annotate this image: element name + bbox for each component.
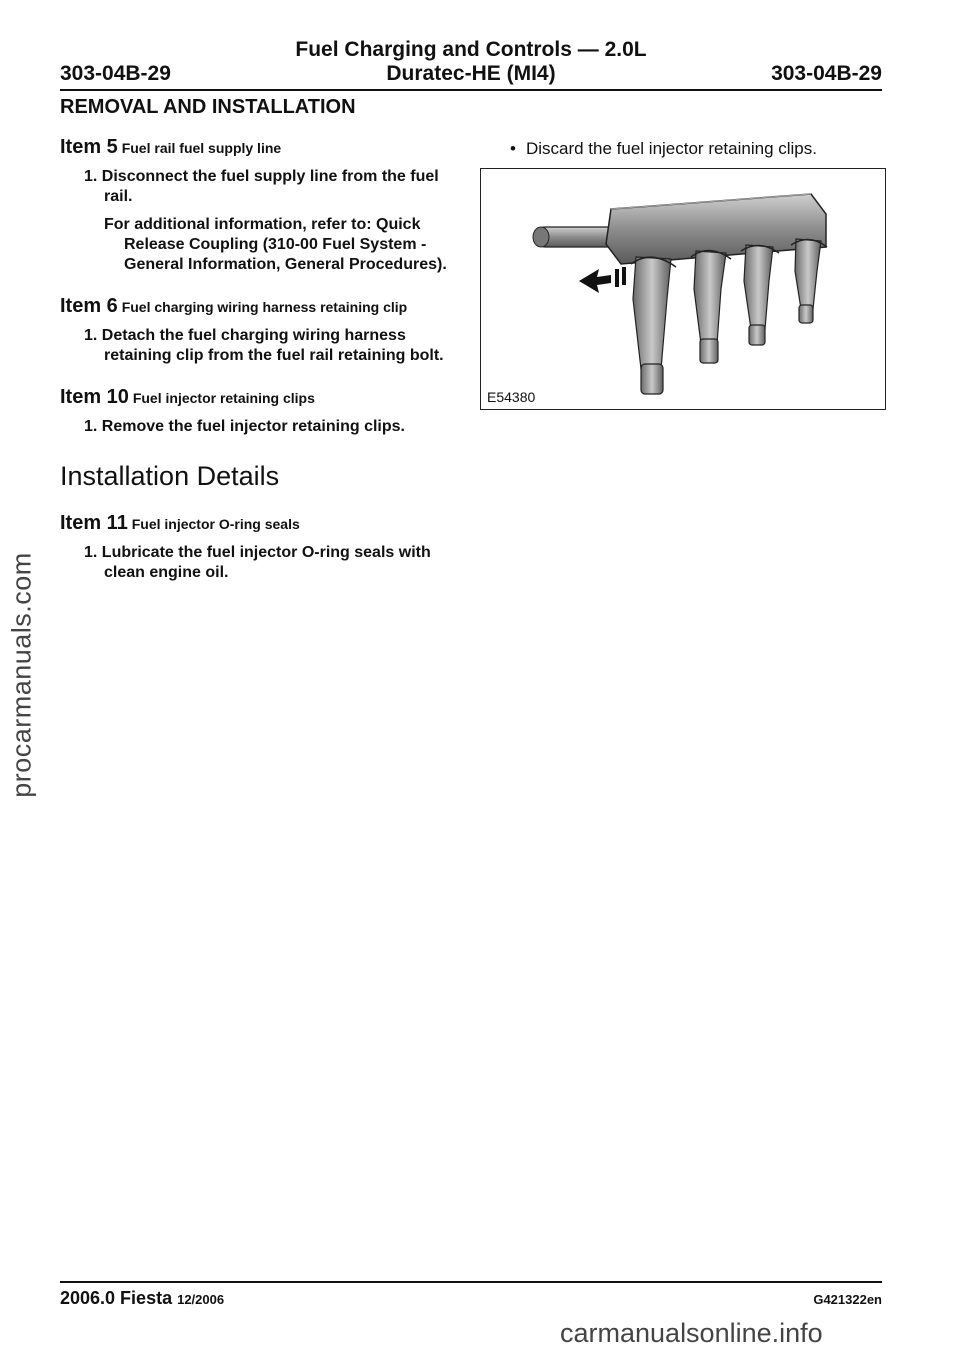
footer-rule [60, 1281, 882, 1283]
page-header [60, 38, 882, 86]
section-title: REMOVAL AND INSTALLATION [60, 96, 356, 118]
footer-model [60, 1288, 224, 1309]
page-number-right: 303-04B-29 [771, 62, 882, 85]
left-column [60, 138, 470, 591]
item-label: Item 5 [60, 136, 118, 158]
footer-model-name: 2006.0 Fiesta [60, 1288, 173, 1308]
item-desc: Fuel injector retaining clips [132, 390, 315, 406]
watermark-left-text: procarmanuals.com [6, 552, 37, 798]
bullet-line [510, 138, 886, 160]
item-heading [60, 297, 470, 316]
bullet-icon: • [510, 139, 516, 158]
bullet-text: Discard the fuel injector retaining clips. [525, 139, 817, 158]
item-desc: Fuel rail fuel supply line [121, 140, 282, 156]
page-number-left: 303-04B-29 [60, 62, 171, 85]
item-heading [60, 514, 470, 533]
item-label: Item 6 [60, 295, 118, 317]
step: 1. Remove the fuel injector retaining clips. [84, 418, 405, 435]
figure [480, 168, 886, 410]
fuel-rail-illustration [481, 169, 885, 409]
header-row [60, 62, 882, 86]
figure-code: E54380 [487, 389, 536, 405]
step: 1. Lubricate the fuel injector O-ring seals with clean engine oil. [84, 544, 431, 581]
item-desc: Fuel charging wiring harness retaining clip [121, 299, 408, 315]
step: 1. Detach the fuel charging wiring harness retaining clip from the fuel rail retaining bolt. [84, 327, 444, 364]
right-column [480, 138, 886, 410]
page-footer [60, 1288, 882, 1309]
reference-note: For additional information, refer to: Quick Release Coupling (310-00 Fuel System - General Information, General Procedures). [104, 216, 447, 273]
installation-title: Installation Details [60, 461, 280, 491]
step: 1. Disconnect the fuel supply line from the fuel rail. [84, 168, 439, 205]
header-rule [60, 89, 882, 91]
item-desc: Fuel injector O-ring seals [131, 516, 300, 532]
header-subtitle: Duratec-HE (MI4) [386, 62, 556, 85]
footer-date: 12/2006 [177, 1292, 225, 1307]
item-label: Item 11 [60, 512, 128, 534]
header-title: Fuel Charging and Controls — 2.0L [295, 38, 647, 61]
item-heading [60, 388, 470, 407]
watermark-left [2, 552, 42, 798]
item-label: Item 10 [60, 386, 129, 408]
item-heading [60, 138, 470, 157]
watermark-bottom: carmanualsonline.info [560, 1318, 823, 1348]
footer-code: G421322en [813, 1292, 882, 1307]
